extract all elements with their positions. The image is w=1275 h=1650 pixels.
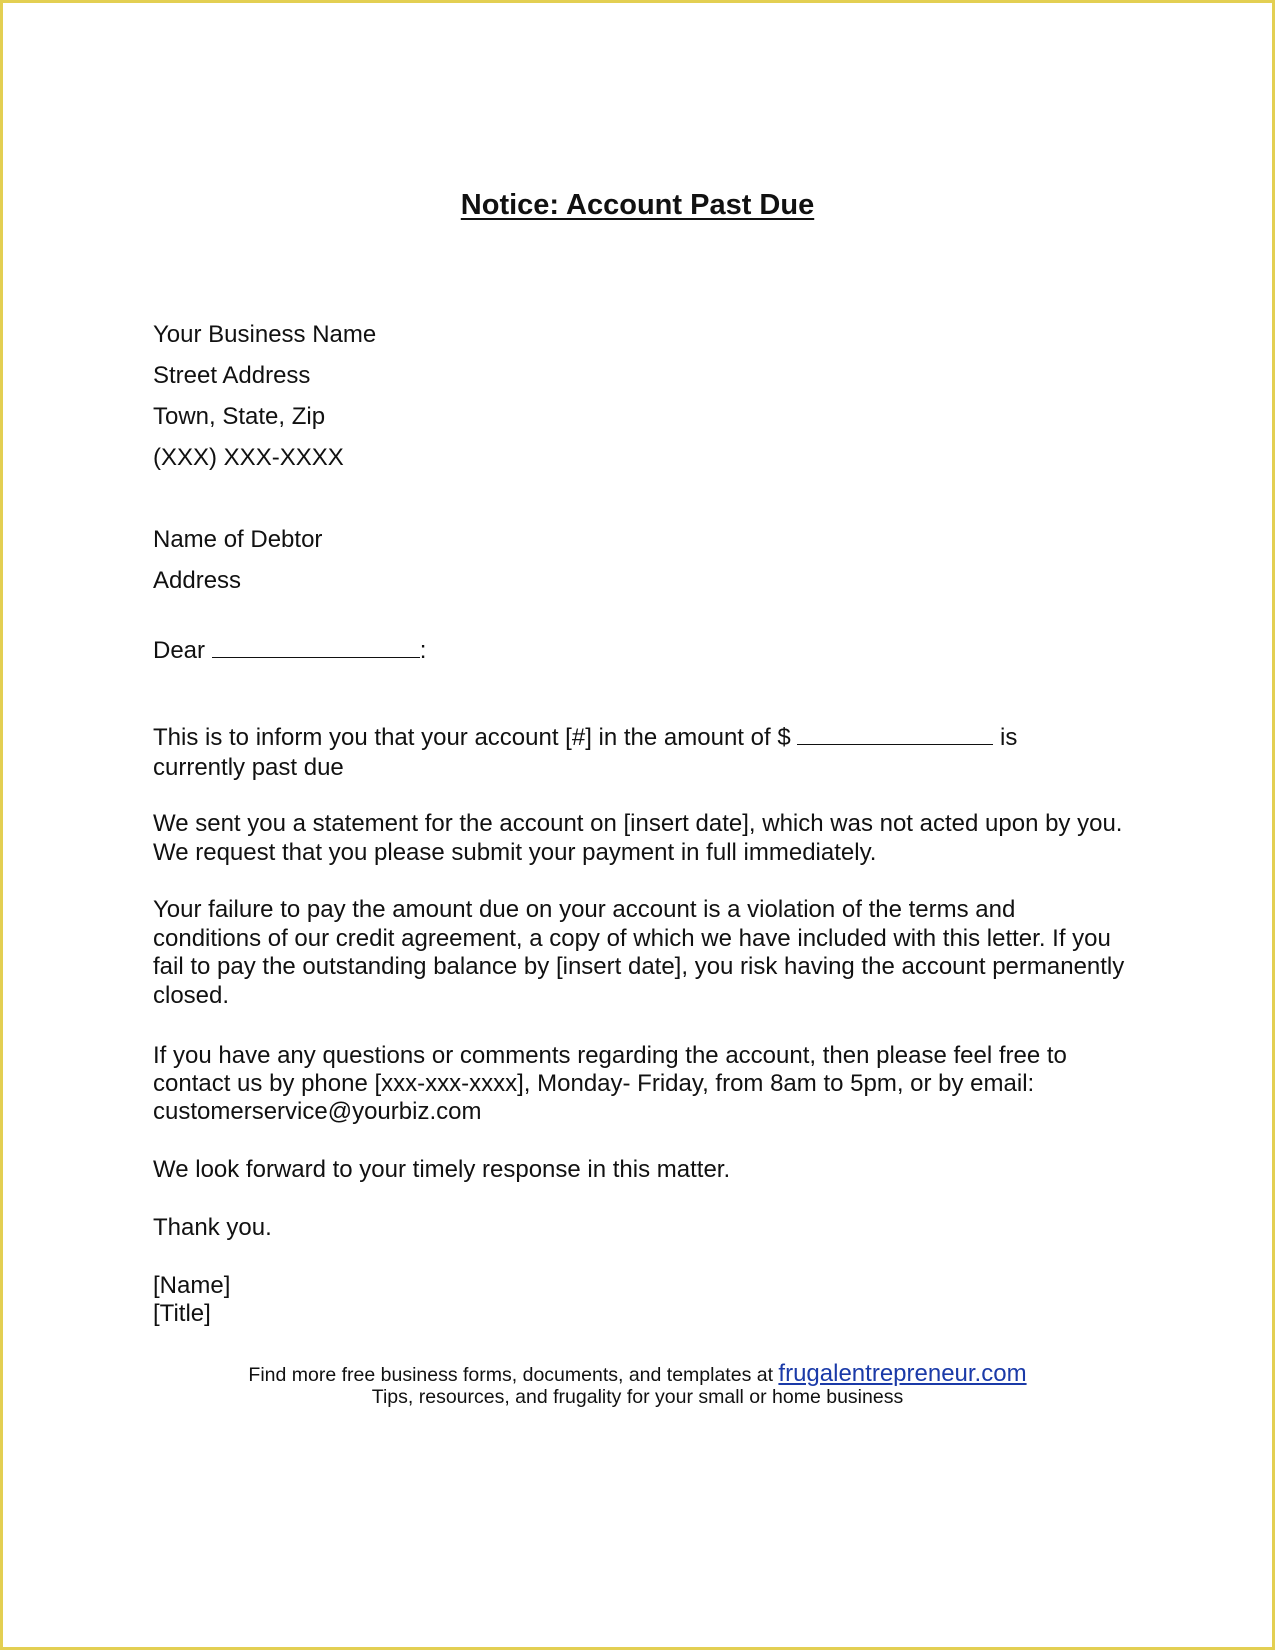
salutation-suffix: : xyxy=(419,637,427,664)
sender-street: Street Address xyxy=(153,362,311,389)
paragraph-4-line-2: contact us by phone [xxx-xxx-xxxx], Monday- Friday, from 8am to 5pm, or by email: xyxy=(153,1070,1035,1097)
paragraph-1-after: is xyxy=(1000,724,1018,751)
signature-title: [Title] xyxy=(153,1300,211,1327)
sender-town: Town, State, Zip xyxy=(153,403,326,430)
paragraph-1-before: This is to inform you that your account [#] in the amount of $ xyxy=(153,724,791,751)
sender-phone: (XXX) XXX-XXXX xyxy=(153,444,344,471)
paragraph-3: Your failure to pay the amount due on your account is a violation of the terms and conditions of our credit agreement, a copy of which we have included with this letter. If you fail to pay the outstanding balance by [insert date], you risk having the account permanently closed. xyxy=(153,896,1125,1009)
footer-link[interactable]: frugalentrepreneur.com xyxy=(778,1360,1027,1387)
footer-promo xyxy=(3,1360,1272,1388)
recipient-address: Address xyxy=(153,567,242,594)
signature-name: [Name] xyxy=(153,1272,231,1299)
footer-promo-text: Find more free business forms, documents, and templates at xyxy=(248,1364,773,1386)
contact-email: customerservice@yourbiz.com xyxy=(153,1098,482,1125)
paragraph-2: We sent you a statement for the account on [insert date], which was not acted upon by you. We request that you please submit your payment in full immediately. xyxy=(153,810,1123,866)
amount-blank xyxy=(797,725,993,745)
page-title: Notice: Account Past Due xyxy=(460,189,815,221)
salutation xyxy=(153,636,426,666)
salutation-prefix: Dear xyxy=(153,637,206,664)
closing: Thank you. xyxy=(153,1214,272,1241)
sender-business-name: Your Business Name xyxy=(153,321,377,348)
paragraph-4-line-1: If you have any questions or comments regarding the account, then please feel free to xyxy=(153,1042,1067,1069)
paragraph-1-line-1 xyxy=(153,723,1017,753)
footer-tagline: Tips, resources, and frugality for your small or home business xyxy=(371,1386,904,1408)
salutation-blank xyxy=(212,638,420,658)
paragraph-1-line-2: currently past due xyxy=(153,754,344,781)
paragraph-5: We look forward to your timely response in this matter. xyxy=(153,1156,731,1183)
recipient-name: Name of Debtor xyxy=(153,526,323,553)
